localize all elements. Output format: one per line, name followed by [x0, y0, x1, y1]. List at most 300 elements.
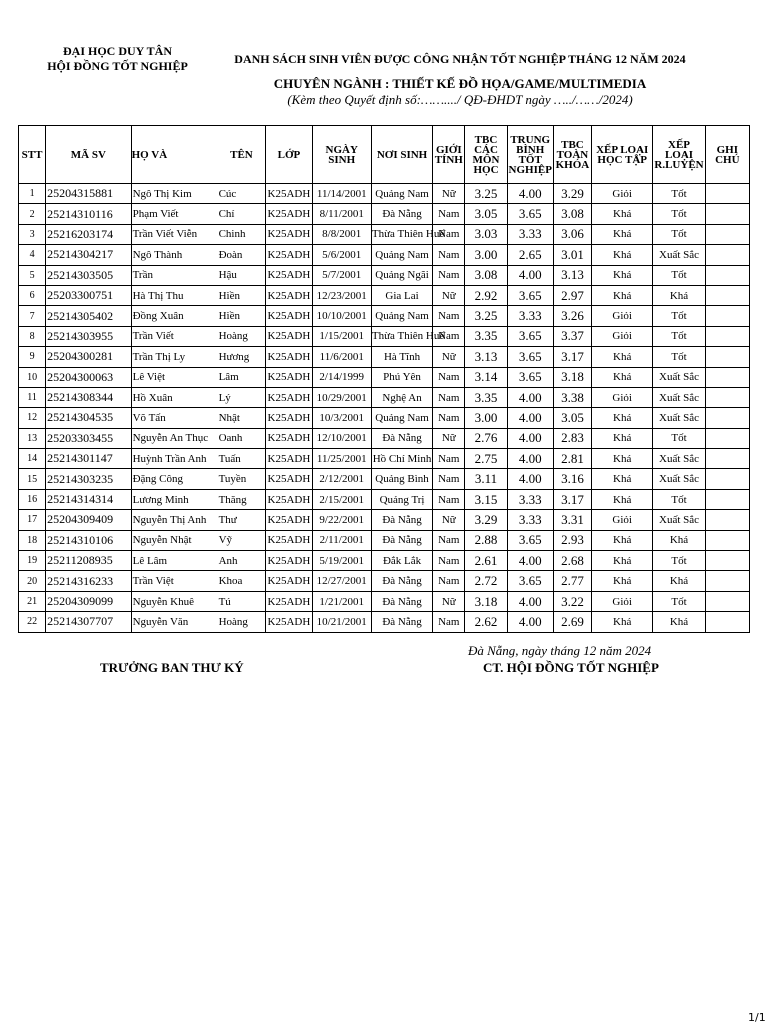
row-stt: 13: [19, 428, 46, 448]
row-trung-binh: 3.65: [507, 326, 553, 346]
row-ghi-chu: [705, 326, 749, 346]
row-xep-loai-hoc-tap: Khá: [592, 571, 653, 591]
row-ghi-chu: [705, 489, 749, 509]
row-lop: K25ADH: [266, 306, 312, 326]
row-ghi-chu: [705, 245, 749, 265]
row-gioi-tinh: Nam: [433, 245, 465, 265]
row-noi-sinh: Phú Yên: [371, 367, 432, 387]
table-row: [19, 326, 750, 346]
row-ngay-sinh: 2/15/2001: [312, 489, 371, 509]
document-title: DANH SÁCH SINH VIÊN ĐƯỢC CÔNG NHẬN TỐT NGHIỆP THÁNG 12 NĂM 2024: [234, 52, 686, 66]
row-ngay-sinh: 10/10/2001: [312, 306, 371, 326]
row-tbc-toan-khoa: 2.93: [553, 530, 591, 550]
row-ma-sv: 25214303505: [46, 265, 131, 285]
row-ho-va: Hồ Xuân: [131, 387, 217, 407]
row-xep-loai-ren-luyen: Xuất Sắc: [653, 449, 705, 469]
row-gioi-tinh: Nam: [433, 326, 465, 346]
row-stt: 21: [19, 591, 46, 611]
row-ho-va: Đồng Xuân: [131, 306, 217, 326]
row-ngay-sinh: 11/25/2001: [312, 449, 371, 469]
row-ho-va: Trần Thị Ly: [131, 347, 217, 367]
row-ghi-chu: [705, 469, 749, 489]
row-ghi-chu: [705, 224, 749, 244]
row-tbc-toan-khoa: 3.05: [553, 408, 591, 428]
secretary-signature-title: TRƯỞNG BAN THƯ KÝ: [100, 660, 244, 675]
row-tbc-mon: 3.13: [465, 347, 507, 367]
row-trung-binh: 4.00: [507, 184, 553, 204]
row-noi-sinh: Đà Nẵng: [371, 571, 432, 591]
row-xep-loai-ren-luyen: Xuất Sắc: [653, 510, 705, 530]
row-tbc-mon: 2.88: [465, 530, 507, 550]
row-lop: K25ADH: [266, 347, 312, 367]
row-xep-loai-hoc-tap: Khá: [592, 489, 653, 509]
row-trung-binh: 3.65: [507, 571, 553, 591]
row-noi-sinh: Quảng Nam: [371, 306, 432, 326]
table-row: [19, 347, 750, 367]
row-ten: Thư: [218, 510, 266, 530]
row-tbc-toan-khoa: 2.81: [553, 449, 591, 469]
row-lop: K25ADH: [266, 224, 312, 244]
row-ho-va: Trần Viết Viễn: [131, 224, 217, 244]
row-xep-loai-ren-luyen: Xuất Sắc: [653, 387, 705, 407]
place-date: Đà Nẵng, ngày tháng 12 năm 2024: [468, 643, 652, 658]
row-lop: K25ADH: [266, 489, 312, 509]
col-header-lop: LỚP: [266, 126, 312, 184]
row-ho-va: Phạm Viết: [131, 204, 217, 224]
row-lop: K25ADH: [266, 428, 312, 448]
row-stt: 20: [19, 571, 46, 591]
table-row: [19, 489, 750, 509]
row-ngay-sinh: 11/14/2001: [312, 184, 371, 204]
row-ngay-sinh: 2/11/2001: [312, 530, 371, 550]
row-gioi-tinh: Nam: [433, 306, 465, 326]
row-stt: 9: [19, 347, 46, 367]
row-xep-loai-ren-luyen: Khá: [653, 285, 705, 305]
row-stt: 10: [19, 367, 46, 387]
row-ngay-sinh: 5/7/2001: [312, 265, 371, 285]
row-ngay-sinh: 12/27/2001: [312, 571, 371, 591]
row-tbc-mon: 3.11: [465, 469, 507, 489]
row-xep-loai-hoc-tap: Giỏi: [592, 326, 653, 346]
row-tbc-toan-khoa: 3.16: [553, 469, 591, 489]
row-ten: Hoàng: [218, 326, 266, 346]
row-gioi-tinh: Nữ: [433, 285, 465, 305]
table-header-row: [19, 126, 750, 184]
row-xep-loai-ren-luyen: Tốt: [653, 224, 705, 244]
row-lop: K25ADH: [266, 265, 312, 285]
row-xep-loai-ren-luyen: Xuất Sắc: [653, 408, 705, 428]
row-xep-loai-ren-luyen: Tốt: [653, 306, 705, 326]
row-tbc-mon: 2.76: [465, 428, 507, 448]
row-stt: 8: [19, 326, 46, 346]
row-trung-binh: 4.00: [507, 469, 553, 489]
row-tbc-toan-khoa: 3.18: [553, 367, 591, 387]
row-xep-loai-hoc-tap: Khá: [592, 347, 653, 367]
row-ngay-sinh: 2/12/2001: [312, 469, 371, 489]
row-gioi-tinh: Nam: [433, 224, 465, 244]
row-trung-binh: 3.65: [507, 530, 553, 550]
row-tbc-mon: 2.92: [465, 285, 507, 305]
row-ghi-chu: [705, 408, 749, 428]
row-ten: Vỹ: [218, 530, 266, 550]
row-xep-loai-ren-luyen: Tốt: [653, 551, 705, 571]
row-ghi-chu: [705, 367, 749, 387]
row-gioi-tinh: Nữ: [433, 184, 465, 204]
row-gioi-tinh: Nữ: [433, 591, 465, 611]
row-ma-sv: 25214308344: [46, 387, 131, 407]
row-gioi-tinh: Nam: [433, 571, 465, 591]
col-header-xep-loai-hoc-tap: XẾP LOẠI HỌC TẬP: [592, 126, 653, 184]
row-xep-loai-ren-luyen: Tốt: [653, 204, 705, 224]
table-row: [19, 387, 750, 407]
row-xep-loai-ren-luyen: Tốt: [653, 489, 705, 509]
row-ngay-sinh: 8/8/2001: [312, 224, 371, 244]
row-lop: K25ADH: [266, 612, 312, 632]
row-gioi-tinh: Nữ: [433, 347, 465, 367]
row-gioi-tinh: Nam: [433, 530, 465, 550]
row-xep-loai-ren-luyen: Xuất Sắc: [653, 469, 705, 489]
council-name: HỘI ĐỒNG TỐT NGHIỆP: [47, 59, 188, 73]
row-ghi-chu: [705, 184, 749, 204]
row-tbc-mon: 3.35: [465, 387, 507, 407]
row-ghi-chu: [705, 551, 749, 571]
row-noi-sinh: Đà Nẵng: [371, 428, 432, 448]
col-header-noi-sinh: NƠI SINH: [371, 126, 432, 184]
table-row: [19, 428, 750, 448]
row-lop: K25ADH: [266, 387, 312, 407]
row-xep-loai-ren-luyen: Tốt: [653, 428, 705, 448]
table-row: [19, 408, 750, 428]
row-gioi-tinh: Nam: [433, 469, 465, 489]
graduates-table: [18, 125, 750, 633]
row-gioi-tinh: Nam: [433, 204, 465, 224]
row-xep-loai-hoc-tap: Giỏi: [592, 184, 653, 204]
row-noi-sinh: Quảng Trị: [371, 489, 432, 509]
row-stt: 14: [19, 449, 46, 469]
row-ngay-sinh: 1/21/2001: [312, 591, 371, 611]
row-trung-binh: 3.33: [507, 306, 553, 326]
row-tbc-mon: 2.72: [465, 571, 507, 591]
row-stt: 3: [19, 224, 46, 244]
col-header-ghi-chu: GHI CHÚ: [705, 126, 749, 184]
row-noi-sinh: Nghệ An: [371, 387, 432, 407]
row-ma-sv: 25204300281: [46, 347, 131, 367]
col-header-tbc-toan-khoa: TBC TOÀN KHÓA: [553, 126, 591, 184]
row-stt: 16: [19, 489, 46, 509]
row-ho-va: Nguyễn Khuê: [131, 591, 217, 611]
row-ghi-chu: [705, 571, 749, 591]
row-ho-va: Lê Lâm: [131, 551, 217, 571]
row-ma-sv: 25204309409: [46, 510, 131, 530]
row-lop: K25ADH: [266, 449, 312, 469]
row-trung-binh: 4.00: [507, 387, 553, 407]
row-gioi-tinh: Nam: [433, 449, 465, 469]
row-ngay-sinh: 9/22/2001: [312, 510, 371, 530]
row-stt: 19: [19, 551, 46, 571]
row-tbc-toan-khoa: 3.08: [553, 204, 591, 224]
row-trung-binh: 3.33: [507, 510, 553, 530]
row-noi-sinh: Hà Tĩnh: [371, 347, 432, 367]
row-gioi-tinh: Nam: [433, 408, 465, 428]
row-stt: 11: [19, 387, 46, 407]
row-ngay-sinh: 5/6/2001: [312, 245, 371, 265]
row-trung-binh: 2.65: [507, 245, 553, 265]
row-ma-sv: 25214310116: [46, 204, 131, 224]
row-noi-sinh: Đà Nẵng: [371, 591, 432, 611]
row-ho-va: Trần: [131, 265, 217, 285]
row-trung-binh: 3.65: [507, 204, 553, 224]
row-tbc-toan-khoa: 3.17: [553, 489, 591, 509]
col-header-gioi-tinh: GIỚI TÍNH: [433, 126, 465, 184]
row-lop: K25ADH: [266, 408, 312, 428]
row-ten: Hiền: [218, 285, 266, 305]
row-trung-binh: 3.33: [507, 489, 553, 509]
row-tbc-mon: 3.14: [465, 367, 507, 387]
row-stt: 7: [19, 306, 46, 326]
row-ten: Hậu: [218, 265, 266, 285]
row-trung-binh: 3.65: [507, 367, 553, 387]
row-xep-loai-hoc-tap: Khá: [592, 449, 653, 469]
table-row: [19, 571, 750, 591]
table-row: [19, 224, 750, 244]
row-xep-loai-hoc-tap: Khá: [592, 367, 653, 387]
page-number: 1/1: [748, 1011, 766, 1024]
row-lop: K25ADH: [266, 367, 312, 387]
row-tbc-mon: 3.15: [465, 489, 507, 509]
row-trung-binh: 4.00: [507, 612, 553, 632]
row-ngay-sinh: 11/6/2001: [312, 347, 371, 367]
row-noi-sinh: Quảng Nam: [371, 184, 432, 204]
row-lop: K25ADH: [266, 530, 312, 550]
row-ma-sv: 25214303955: [46, 326, 131, 346]
col-header-tbc-mon: TBC CÁC MÔN HỌC: [465, 126, 507, 184]
row-xep-loai-ren-luyen: Tốt: [653, 265, 705, 285]
row-ten: Chí: [218, 204, 266, 224]
row-tbc-toan-khoa: 3.26: [553, 306, 591, 326]
row-gioi-tinh: Nam: [433, 265, 465, 285]
table-row: [19, 612, 750, 632]
row-noi-sinh: Gia Lai: [371, 285, 432, 305]
col-header-ho-va: HỌ VÀ: [131, 126, 217, 184]
row-ten: Lâm: [218, 367, 266, 387]
table-row: [19, 367, 750, 387]
row-xep-loai-hoc-tap: Khá: [592, 204, 653, 224]
row-stt: 18: [19, 530, 46, 550]
row-ten: Hương: [218, 347, 266, 367]
row-tbc-toan-khoa: 2.69: [553, 612, 591, 632]
row-tbc-toan-khoa: 3.06: [553, 224, 591, 244]
row-tbc-mon: 3.05: [465, 204, 507, 224]
row-stt: 5: [19, 265, 46, 285]
row-ten: Chinh: [218, 224, 266, 244]
row-gioi-tinh: Nữ: [433, 510, 465, 530]
decision-line: (Kèm theo Quyết định số:……..../ QĐ-ĐHDT ngày …../……/2024): [287, 92, 633, 107]
row-ho-va: Lương Minh: [131, 489, 217, 509]
row-ghi-chu: [705, 510, 749, 530]
row-tbc-mon: 2.62: [465, 612, 507, 632]
table-row: [19, 510, 750, 530]
row-gioi-tinh: Nam: [433, 387, 465, 407]
row-xep-loai-hoc-tap: Khá: [592, 551, 653, 571]
table-row: [19, 469, 750, 489]
row-ngay-sinh: 10/3/2001: [312, 408, 371, 428]
row-gioi-tinh: Nam: [433, 367, 465, 387]
row-xep-loai-hoc-tap: Khá: [592, 408, 653, 428]
row-ho-va: Lê Việt: [131, 367, 217, 387]
row-ghi-chu: [705, 265, 749, 285]
row-tbc-mon: 3.25: [465, 184, 507, 204]
row-lop: K25ADH: [266, 326, 312, 346]
row-trung-binh: 4.00: [507, 428, 553, 448]
row-xep-loai-hoc-tap: Khá: [592, 224, 653, 244]
row-xep-loai-hoc-tap: Giỏi: [592, 306, 653, 326]
row-lop: K25ADH: [266, 469, 312, 489]
row-noi-sinh: Đà Nẵng: [371, 510, 432, 530]
row-ten: Anh: [218, 551, 266, 571]
row-ten: Hiền: [218, 306, 266, 326]
table-row: [19, 184, 750, 204]
row-stt: 4: [19, 245, 46, 265]
row-tbc-mon: 3.18: [465, 591, 507, 611]
row-tbc-toan-khoa: 2.77: [553, 571, 591, 591]
institution-name: ĐẠI HỌC DUY TÂN: [62, 44, 172, 58]
row-tbc-toan-khoa: 2.68: [553, 551, 591, 571]
row-stt: 12: [19, 408, 46, 428]
row-trung-binh: 3.33: [507, 224, 553, 244]
row-lop: K25ADH: [266, 285, 312, 305]
row-xep-loai-ren-luyen: Xuất Sắc: [653, 245, 705, 265]
row-ghi-chu: [705, 306, 749, 326]
row-gioi-tinh: Nam: [433, 551, 465, 571]
row-ho-va: Võ Tấn: [131, 408, 217, 428]
row-ten: Tuyền: [218, 469, 266, 489]
row-ho-va: Nguyễn Nhật: [131, 530, 217, 550]
col-header-ma-sv: MÃ SV: [46, 126, 131, 184]
row-xep-loai-hoc-tap: Khá: [592, 428, 653, 448]
table-row: [19, 245, 750, 265]
institution-block: [40, 44, 195, 74]
row-ten: Hoàng: [218, 612, 266, 632]
row-ma-sv: 25203300751: [46, 285, 131, 305]
row-trung-binh: 4.00: [507, 265, 553, 285]
row-noi-sinh: Quảng Nam: [371, 245, 432, 265]
row-ten: Lý: [218, 387, 266, 407]
table-row: [19, 449, 750, 469]
row-lop: K25ADH: [266, 204, 312, 224]
row-xep-loai-hoc-tap: Khá: [592, 265, 653, 285]
row-ghi-chu: [705, 449, 749, 469]
table-row: [19, 306, 750, 326]
row-tbc-mon: 2.61: [465, 551, 507, 571]
row-ten: Thăng: [218, 489, 266, 509]
row-ma-sv: 25204300063: [46, 367, 131, 387]
row-ma-sv: 25214307707: [46, 612, 131, 632]
row-xep-loai-ren-luyen: Khá: [653, 571, 705, 591]
row-ho-va: Hà Thị Thu: [131, 285, 217, 305]
col-header-stt: STT: [19, 126, 46, 184]
row-ma-sv: 25216203174: [46, 224, 131, 244]
row-noi-sinh: Thừa Thiên Huế: [371, 326, 432, 346]
row-ma-sv: 25204315881: [46, 184, 131, 204]
row-ma-sv: 25214316233: [46, 571, 131, 591]
row-stt: 6: [19, 285, 46, 305]
row-xep-loai-hoc-tap: Khá: [592, 285, 653, 305]
row-ma-sv: 25214303235: [46, 469, 131, 489]
row-ho-va: Huỳnh Trần Anh: [131, 449, 217, 469]
row-tbc-toan-khoa: 2.97: [553, 285, 591, 305]
row-ma-sv: 25214305402: [46, 306, 131, 326]
row-ten: Đoàn: [218, 245, 266, 265]
row-ten: Tuấn: [218, 449, 266, 469]
row-tbc-mon: 3.25: [465, 306, 507, 326]
chairman-signature-title: CT. HỘI ĐỒNG TỐT NGHIỆP: [483, 660, 659, 675]
row-xep-loai-ren-luyen: Tốt: [653, 347, 705, 367]
col-header-trung-binh: TRUNG BÌNH TỐT NGHIỆP: [507, 126, 553, 184]
row-noi-sinh: Thừa Thiên Huế: [371, 224, 432, 244]
row-ghi-chu: [705, 612, 749, 632]
row-xep-loai-hoc-tap: Khá: [592, 245, 653, 265]
row-noi-sinh: Quảng Bình: [371, 469, 432, 489]
row-ho-va: Ngô Thành: [131, 245, 217, 265]
row-ten: Cúc: [218, 184, 266, 204]
row-xep-loai-hoc-tap: Giỏi: [592, 510, 653, 530]
row-ma-sv: 25203303455: [46, 428, 131, 448]
row-gioi-tinh: Nữ: [433, 428, 465, 448]
row-tbc-mon: 2.75: [465, 449, 507, 469]
row-ngay-sinh: 1/15/2001: [312, 326, 371, 346]
row-ngay-sinh: 10/29/2001: [312, 387, 371, 407]
row-gioi-tinh: Nam: [433, 489, 465, 509]
row-ngay-sinh: 12/10/2001: [312, 428, 371, 448]
row-noi-sinh: Đà Nẵng: [371, 612, 432, 632]
row-xep-loai-ren-luyen: Khá: [653, 612, 705, 632]
row-noi-sinh: Đắk Lắk: [371, 551, 432, 571]
row-ghi-chu: [705, 530, 749, 550]
row-tbc-toan-khoa: 3.38: [553, 387, 591, 407]
row-ho-va: Trần Việt: [131, 571, 217, 591]
row-ma-sv: 25214304217: [46, 245, 131, 265]
row-lop: K25ADH: [266, 571, 312, 591]
row-tbc-mon: 3.00: [465, 408, 507, 428]
row-ma-sv: 25214301147: [46, 449, 131, 469]
row-tbc-mon: 3.35: [465, 326, 507, 346]
row-tbc-toan-khoa: 3.22: [553, 591, 591, 611]
row-xep-loai-ren-luyen: Xuất Sắc: [653, 367, 705, 387]
row-stt: 1: [19, 184, 46, 204]
row-ten: Tú: [218, 591, 266, 611]
row-ngay-sinh: 10/21/2001: [312, 612, 371, 632]
row-ten: Oanh: [218, 428, 266, 448]
row-noi-sinh: Quảng Ngãi: [371, 265, 432, 285]
row-tbc-toan-khoa: 3.37: [553, 326, 591, 346]
row-ho-va: Nguyễn An Thục: [131, 428, 217, 448]
row-ngay-sinh: 8/11/2001: [312, 204, 371, 224]
row-trung-binh: 3.65: [507, 285, 553, 305]
row-xep-loai-ren-luyen: Tốt: [653, 184, 705, 204]
row-ho-va: Nguyễn Thị Anh: [131, 510, 217, 530]
col-header-xep-loai-ren-luyen: XẾP LOẠI R.LUYỆN: [653, 126, 705, 184]
row-stt: 17: [19, 510, 46, 530]
row-ten: Khoa: [218, 571, 266, 591]
row-ghi-chu: [705, 591, 749, 611]
row-ho-va: Nguyễn Văn: [131, 612, 217, 632]
row-tbc-mon: 3.29: [465, 510, 507, 530]
table-row: [19, 204, 750, 224]
row-lop: K25ADH: [266, 245, 312, 265]
table-row: [19, 591, 750, 611]
row-lop: K25ADH: [266, 184, 312, 204]
row-noi-sinh: Quảng Nam: [371, 408, 432, 428]
